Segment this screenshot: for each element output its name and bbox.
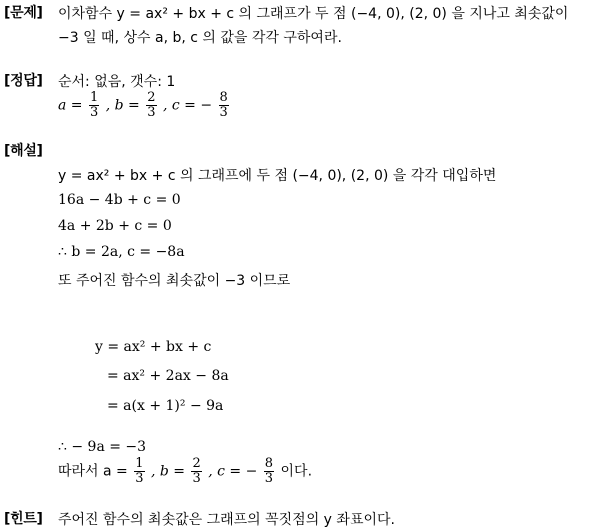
answer-tag: [정답] — [4, 73, 43, 89]
final-b-denominator: 3 — [192, 471, 201, 486]
explanation-tag: [해설] — [4, 143, 43, 159]
answer-a-numerator: 1 — [89, 90, 99, 105]
final-b-numerator: 2 — [192, 456, 201, 471]
answer-c-fraction — [219, 91, 229, 120]
explanation-line-3: 4a + 2b + c = 0 — [58, 218, 172, 234]
final-prefix: 따라서 a = — [58, 463, 128, 480]
answer-line-1: 순서: 없음, 갯수: 1 — [58, 74, 176, 90]
problem-line-2: −3 일 때, 상수 a, b, c 의 값을 각각 구하여라. — [58, 30, 342, 46]
explanation-line-4: ∴ b = 2a, c = −8a — [58, 244, 185, 260]
equation-line-3: = a(x + 1)² − 9a — [107, 398, 224, 414]
problem-line-1: 이차함수 y = ax² + bx + c 의 그래프가 두 점 (−4, 0), (2, 0) 을 지나고 최솟값이 — [58, 6, 569, 22]
problem-tag: [문제] — [4, 5, 43, 21]
answer-a-denominator: 3 — [89, 105, 99, 120]
final-suffix: 이다. — [280, 463, 313, 480]
final-c-fraction — [264, 457, 274, 486]
answer-c-prefix: , c = − — [162, 97, 213, 114]
final-a-denominator: 3 — [135, 471, 144, 486]
answer-b-denominator: 3 — [147, 105, 156, 120]
equation-line-2: = ax² + 2ax − 8a — [107, 368, 229, 384]
explanation-line-1: y = ax² + bx + c 의 그래프에 두 점 (−4, 0), (2, 0) 을 각각 대입하면 — [58, 168, 497, 184]
answer-a-fraction — [89, 91, 99, 120]
final-c-prefix: , c = − — [208, 463, 258, 480]
answer-values — [58, 91, 231, 120]
answer-b-prefix: , b = — [105, 97, 140, 114]
final-c-denominator: 3 — [264, 471, 274, 486]
explanation-final — [58, 457, 312, 486]
final-b-fraction — [191, 457, 201, 486]
final-b-prefix: , b = — [150, 463, 186, 480]
explanation-line-5: 또 주어진 함수의 최솟값이 −3 이므로 — [58, 273, 291, 289]
answer-b-numerator: 2 — [147, 90, 156, 105]
final-a-numerator: 1 — [135, 456, 144, 471]
hint-tag: [힌트] — [4, 511, 43, 527]
explanation-line-6: ∴ − 9a = −3 — [58, 439, 147, 455]
final-c-numerator: 8 — [264, 456, 274, 471]
hint-line-1: 주어진 함수의 최솟값은 그래프의 꼭짓점의 y 좌표이다. — [58, 512, 395, 528]
equation-line-1: y = ax² + bx + c — [95, 339, 212, 355]
answer-a-prefix: a = — [58, 97, 83, 114]
explanation-line-2: 16a − 4b + c = 0 — [58, 192, 181, 208]
answer-c-numerator: 8 — [219, 90, 228, 105]
answer-b-fraction — [146, 91, 156, 120]
answer-c-denominator: 3 — [219, 105, 228, 120]
final-a-fraction — [134, 457, 144, 486]
